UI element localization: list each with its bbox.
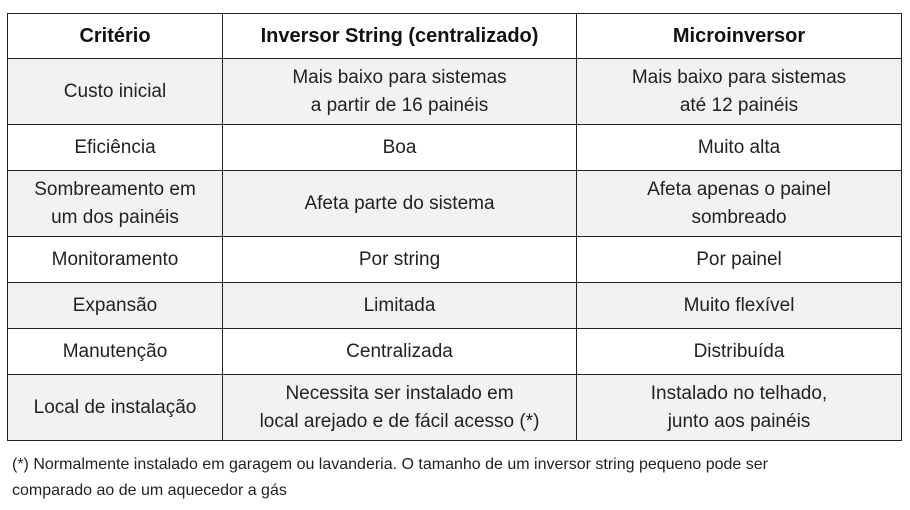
- cell-string: [223, 125, 577, 171]
- cell-string: [223, 59, 577, 125]
- cell-criterio: [8, 283, 223, 329]
- cell-line: Mais baixo para sistemas: [631, 66, 847, 88]
- cell-criterio: [8, 125, 223, 171]
- cell-line: Muito flexível: [683, 294, 795, 316]
- cell-micro: [577, 237, 902, 283]
- cell-line: Limitada: [363, 294, 436, 316]
- cell-line: Por painel: [696, 248, 782, 270]
- table-row: [8, 125, 902, 171]
- cell-micro: [577, 171, 902, 237]
- table-row: [8, 171, 902, 237]
- cell-line: Afeta apenas o painel: [647, 178, 831, 200]
- cell-criterio: [8, 59, 223, 125]
- cell-criterio: [8, 375, 223, 441]
- table-row: [8, 329, 902, 375]
- cell-criterio: [8, 329, 223, 375]
- cell-line: Boa: [382, 136, 417, 158]
- cell-line: Local de instalação: [33, 396, 197, 418]
- cell-line: Eficiência: [74, 136, 156, 158]
- table-row: [8, 59, 902, 125]
- cell-string: [223, 171, 577, 237]
- cell-line: Por string: [358, 248, 441, 270]
- cell-line: Expansão: [72, 294, 158, 316]
- header-inversor-string: Inversor String (centralizado): [223, 14, 577, 59]
- cell-line: Afeta parte do sistema: [304, 192, 495, 214]
- cell-line: Mais baixo para sistemas: [292, 66, 507, 88]
- cell-line: sombreado: [691, 206, 787, 228]
- table-row: [8, 283, 902, 329]
- cell-line: Distribuída: [693, 340, 785, 362]
- cell-micro: [577, 283, 902, 329]
- footnote-line: (*) Normalmente instalado em garagem ou lavanderia. O tamanho de um inversor string pequeno pode ser: [12, 456, 768, 473]
- table-row: [8, 375, 902, 441]
- cell-line: Instalado no telhado,: [650, 382, 828, 404]
- cell-line: Custo inicial: [63, 80, 167, 102]
- cell-line: Necessita ser instalado em: [285, 382, 514, 404]
- cell-string: [223, 329, 577, 375]
- cell-line: local arejado e de fácil acesso (*): [259, 410, 540, 432]
- table-row: [8, 237, 902, 283]
- cell-criterio: [8, 237, 223, 283]
- cell-line: um dos painéis: [51, 206, 179, 228]
- cell-line: Centralizada: [346, 340, 453, 362]
- cell-criterio: [8, 171, 223, 237]
- cell-line: Monitoramento: [51, 248, 179, 270]
- cell-string: [223, 283, 577, 329]
- cell-micro: [577, 125, 902, 171]
- table-header-row: [8, 14, 902, 59]
- footnote-line: comparado ao de um aquecedor a gás: [12, 482, 287, 499]
- cell-micro: [577, 375, 902, 441]
- cell-micro: [577, 59, 902, 125]
- cell-line: a partir de 16 painéis: [310, 94, 489, 116]
- cell-line: Muito alta: [697, 136, 781, 158]
- cell-string: [223, 237, 577, 283]
- cell-micro: [577, 329, 902, 375]
- cell-line: Sombreamento em: [34, 178, 196, 200]
- cell-string: [223, 375, 577, 441]
- header-microinversor: Microinversor: [577, 14, 902, 59]
- footnote: [12, 452, 892, 504]
- cell-line: Manutenção: [62, 340, 168, 362]
- header-criterio: Critério: [8, 14, 223, 59]
- cell-line: até 12 painéis: [679, 94, 799, 116]
- cell-line: junto aos painéis: [667, 410, 811, 432]
- comparison-table: [7, 13, 902, 441]
